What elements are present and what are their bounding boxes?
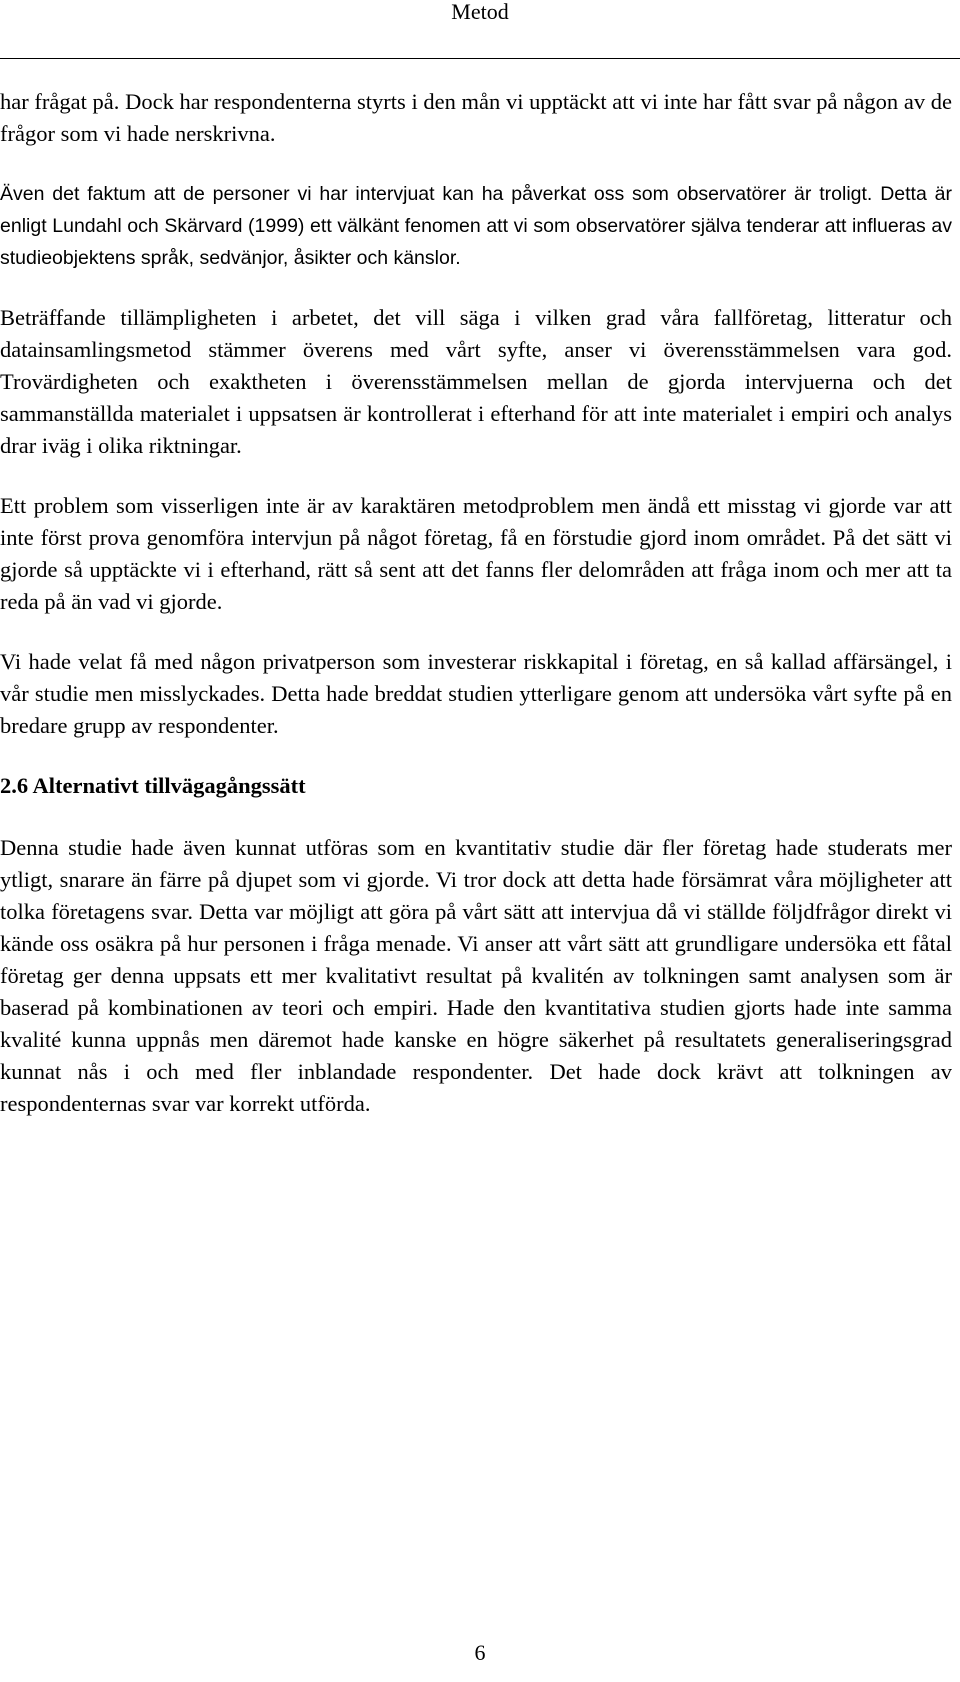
header-divider <box>0 58 960 59</box>
document-body <box>0 86 952 1148</box>
paragraph-alternative-approach: Denna studie hade även kunnat utföras som en kvantitativ studie där fler företag hade studerats mer ytligt, snarare än färre på djupet som vi gjorde. Vi tror dock att detta hade försämrat våra möjligheter att tolka företagens svar. Detta var möjligt att göra på vårt sätt att intervjua då vi ställde följdfrågor direkt vi kände oss osäkra på hur personen i fråga menade. Vi anser att vårt sätt att grundligare undersöka ett fåtal företag ger denna uppsats ett mer kvalitativt resultat på kvalitén av tolkningen samt analysen som är baserad på kombinationen av teori och empiri. Hade den kvantitativa studien gjorts hade inte samma kvalité kunna uppnås men däremot hade kanske en högre säkerhet på resultatets generaliseringsgrad kunnat nås i och med fler inblandade respondenter. Det hade dock krävt att tolkningen av respondenternas svar var korrekt utförda. <box>0 835 952 1116</box>
paragraph-interview-questions: har frågat på. Dock har respondenterna styrts i den mån vi upptäckt att vi inte har fått svar på någon av de frågor som vi hade nerskrivna. <box>0 89 952 146</box>
paragraph-observer-influence <box>0 178 952 274</box>
paragraph-business-angel: Vi hade velat få med någon privatperson som investerar riskkapital i företag, en så kallad affärsängel, i vår studie men misslyckades. Detta hade breddat studien ytterligare genom att undersöka vårt syfte på en bredare grupp av respondenter. <box>0 649 952 738</box>
section-heading: 2.6 Alternativt tillvägagångssätt <box>0 773 306 798</box>
paragraph-method-problem: Ett problem som visserligen inte är av karaktären metodproblem men ändå ett misstag vi gjorde var att inte först prova genomföra intervjun på något företag, få en förstudie gjord inom området. På det sätt vi gjorde så upptäckte vi i efterhand, rätt så sent att det fanns fler delområden att fråga inom och mer att ta reda på än vad vi gjorde. <box>0 493 952 614</box>
page-number: 6 <box>474 1640 486 1665</box>
paragraph-observer-influence-part1: Även det faktum att de personer vi har intervjuat kan ha påverkat oss som observatörer är troligt. <box>0 183 881 205</box>
paragraph-applicability: Beträffande tillämpligheten i arbetet, det vill säga i vilken grad våra fallföretag, litteratur och datainsamlingsmetod stämmer överens med vårt syfte, anser vi överensstämmelsen vara god. Trovärdigheten och exaktheten i överensstämmelsen mellan de gjorda intervjuerna och det sammanställda materialet i uppsatsen är kontrollerat i efterhand för att inte materialet i empiri och analys drar iväg i olika riktningar. <box>0 305 952 458</box>
running-header: Metod <box>451 0 509 24</box>
paragraph-observer-influence-part2: Detta är enligt Lundahl och Skärvard (1999) ett välkänt fenomen att vi som observatörer själva tenderar att influeras av studieobjektens språk, sedvänjor, åsikter och känslor. <box>0 183 952 269</box>
